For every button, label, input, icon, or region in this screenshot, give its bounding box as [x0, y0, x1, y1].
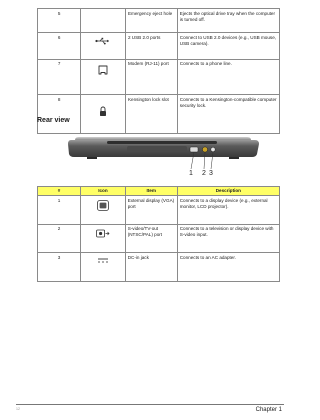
callout-label: 3	[209, 170, 213, 177]
row-item: Kensington lock slot	[125, 95, 177, 134]
row-description: Connects to a display device (e.g., external monitor, LCD projector).	[177, 196, 279, 225]
icon-cell	[81, 196, 126, 225]
icon-cell	[81, 224, 126, 253]
table-header-row	[38, 187, 280, 196]
footer-chapter-label: Chapter 1	[255, 407, 282, 413]
laptop-rear-view-illustration	[37, 129, 280, 181]
vga-icon	[97, 200, 109, 211]
header-description: Description	[177, 187, 279, 196]
row-item: Emergency eject hole	[125, 9, 177, 33]
table-row	[38, 59, 280, 95]
row-item: 2 USB 2.0 ports	[125, 33, 177, 60]
icon-cell	[81, 59, 126, 95]
lock-icon	[98, 105, 108, 119]
row-number: 1	[38, 196, 81, 225]
table-row	[38, 224, 280, 253]
row-description: Connects to a television or display device with S-video input.	[177, 224, 279, 253]
rear-ports-table	[37, 186, 280, 282]
row-description: Connects to a phone line.	[177, 59, 279, 95]
header-number: #	[38, 187, 81, 196]
ports-table-continued	[37, 8, 280, 134]
page-number: 12	[16, 407, 20, 411]
row-number: 5	[38, 9, 81, 33]
row-item: DC-in jack	[125, 253, 177, 282]
table-row	[38, 253, 280, 282]
row-number: 7	[38, 59, 81, 95]
footer-divider	[16, 404, 284, 405]
callout-label: 2	[202, 170, 206, 177]
row-number: 8	[38, 95, 81, 134]
icon-cell	[81, 95, 126, 134]
icon-cell	[81, 33, 126, 60]
usb-icon	[95, 37, 111, 45]
section-heading: Rear view	[37, 117, 70, 124]
row-item: External display (VGA) port	[125, 196, 177, 225]
icon-cell	[81, 253, 126, 282]
row-number: 3	[38, 253, 81, 282]
modem-icon	[97, 64, 109, 76]
header-item: Item	[125, 187, 177, 196]
row-description: Connect to USB 2.0 devices (e.g., USB mouse, USB camera).	[177, 33, 279, 60]
table-row	[38, 9, 280, 33]
callout-label: 1	[189, 170, 193, 177]
table-row	[38, 95, 280, 134]
dc-in-icon	[97, 257, 109, 264]
svideo-port	[202, 147, 207, 152]
svideo-icon	[96, 229, 110, 239]
table-row	[38, 33, 280, 60]
header-icon: Icon	[81, 187, 126, 196]
vga-port	[190, 147, 198, 152]
row-item: Modem (RJ-11) port	[125, 59, 177, 95]
dc-in-port	[211, 147, 215, 151]
icon-cell	[81, 9, 126, 33]
row-item: S-video/TV-out (NTSC/PAL) port	[125, 224, 177, 253]
row-description: Connects to a Kensington-compatible computer security lock.	[177, 95, 279, 134]
table-row	[38, 196, 280, 225]
row-number: 2	[38, 224, 81, 253]
row-description: Connects to an AC adapter.	[177, 253, 279, 282]
row-description: Ejects the optical drive tray when the computer is turned off.	[177, 9, 279, 33]
row-number: 6	[38, 33, 81, 60]
